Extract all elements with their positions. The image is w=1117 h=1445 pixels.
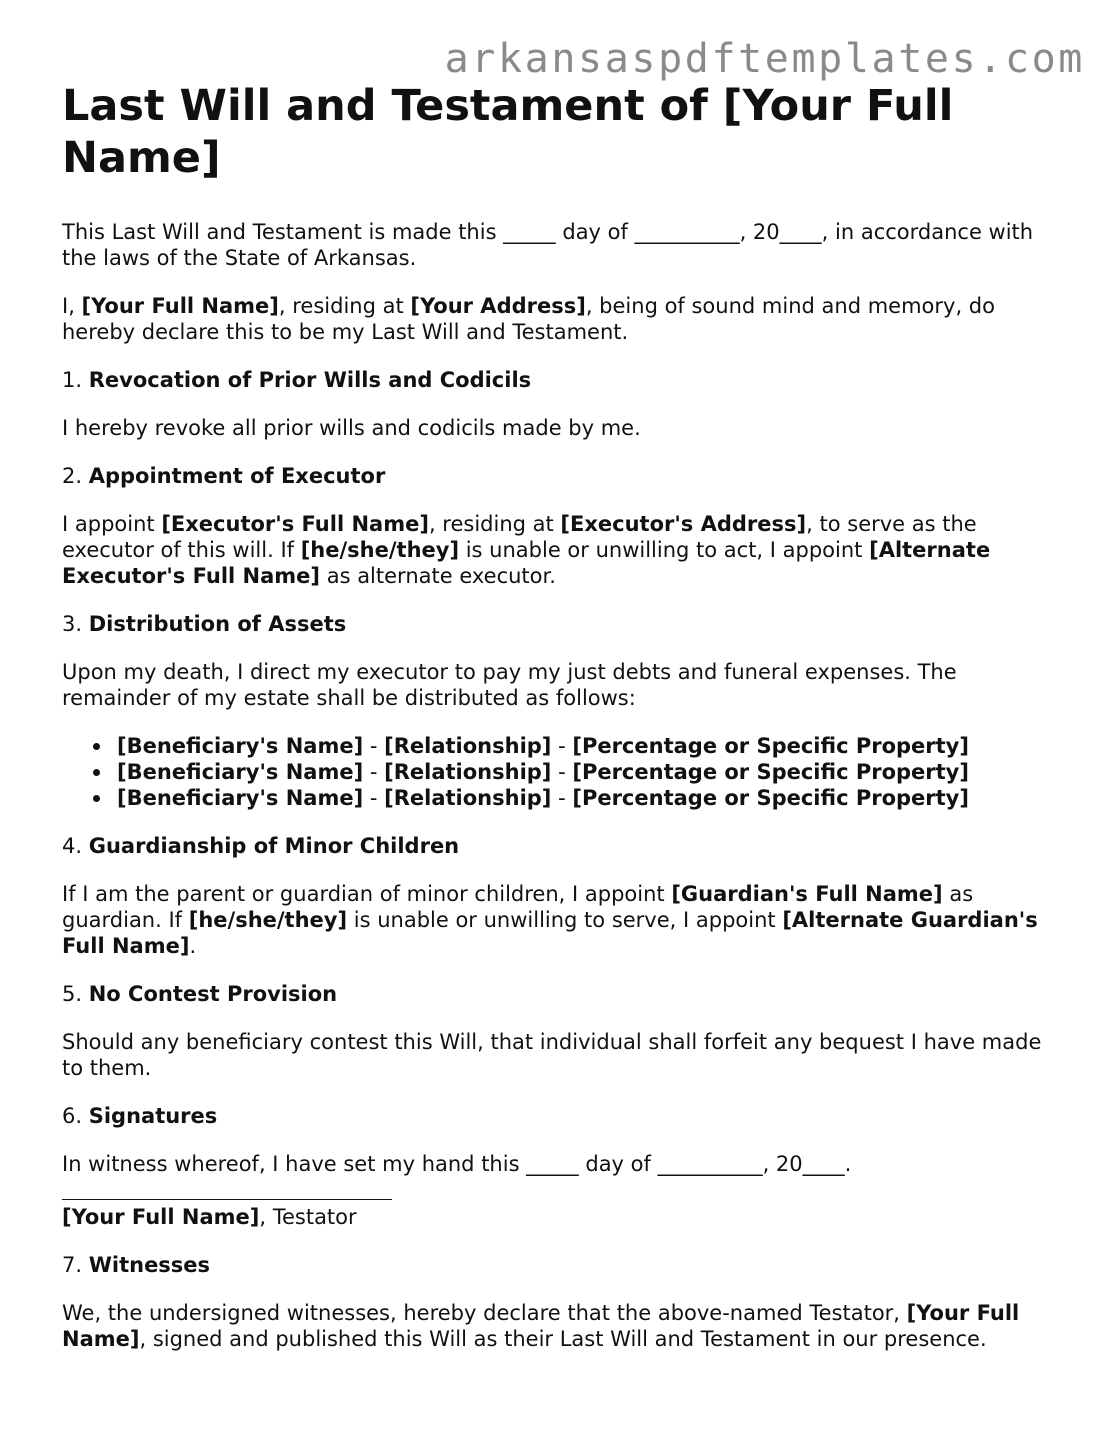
placeholder-alternate-executor: [Alternate Executor's Full Name]: [62, 538, 991, 588]
section-7-heading: 7. Witnesses: [62, 1253, 211, 1277]
placeholder-alternate-guardian: [Alternate Guardian's Full Name]: [62, 908, 1038, 958]
beneficiary-list: [62, 733, 1062, 811]
list-item: [Beneficiary's Name] - [Relationship] - [Percentage or Specific Property]: [117, 785, 1062, 811]
list-item: [Beneficiary's Name] - [Relationship] - [Percentage or Specific Property]: [117, 759, 1062, 785]
placeholder-executor-name: [Executor's Full Name]: [161, 512, 429, 536]
section-1-text: I hereby revoke all prior wills and codicils made by me.: [62, 416, 641, 440]
placeholder-executor-address: [Executor's Address]: [560, 512, 807, 536]
document-page: [62, 80, 1062, 1352]
section-6-text: In witness whereof, I have set my hand this _____ day of __________, 20____.: [62, 1152, 852, 1176]
placeholder-your-name: [Your Full Name]: [62, 1301, 1020, 1351]
placeholder-pronoun: [he/she/they]: [188, 908, 348, 932]
signature-caption: [Your Full Name], Testator: [62, 1205, 357, 1229]
section-4-text: If I am the parent or guardian of minor children, I appoint [Guardian's Full Name] as guardian. If [he/she/they] is unable or unwilling to serve, I appoint [Alternate Guardian's Full Name].: [62, 882, 1038, 958]
section-5-text: Should any beneficiary contest this Will, that individual shall forfeit any bequest I have made to them.: [62, 1030, 1042, 1080]
watermark: arkansaspdftemplates.com: [444, 36, 1085, 82]
placeholder-pronoun: [he/she/they]: [300, 538, 460, 562]
intro-declaration: I, [Your Full Name], residing at [Your Address], being of sound mind and memory, do hereby declare this to be my Last Will and Testament.: [62, 294, 995, 344]
signature-block: [62, 1199, 1062, 1230]
placeholder-your-address: [Your Address]: [410, 294, 586, 318]
list-item: [Beneficiary's Name] - [Relationship] - [Percentage or Specific Property]: [117, 733, 1062, 759]
section-3-heading: 3. Distribution of Assets: [62, 612, 347, 636]
section-1-heading: 1. Revocation of Prior Wills and Codicils: [62, 368, 532, 392]
section-3-text: Upon my death, I direct my executor to pay my just debts and funeral expenses. The remainder of my estate shall be distributed as follows:: [62, 660, 957, 710]
section-2-heading: 2. Appointment of Executor: [62, 464, 386, 488]
section-4-heading: 4. Guardianship of Minor Children: [62, 834, 460, 858]
document-title: Last Will and Testament of [Your Full Name]: [62, 81, 954, 183]
placeholder-your-name: [Your Full Name]: [62, 1205, 260, 1229]
section-2-text: I appoint [Executor's Full Name], residing at [Executor's Address], to serve as the executor of this will. If [he/she/they] is unable or unwilling to act, I appoint [Alternate Executor's Full Name] as alternate executor.: [62, 512, 991, 588]
signature-line: [62, 1199, 392, 1200]
placeholder-guardian-name: [Guardian's Full Name]: [671, 882, 943, 906]
section-6-heading: 6. Signatures: [62, 1104, 218, 1128]
intro-made-this: This Last Will and Testament is made this _____ day of __________, 20____, in accordance with the laws of the State of Arkansas.: [62, 220, 1034, 270]
section-5-heading: 5. No Contest Provision: [62, 982, 338, 1006]
placeholder-your-name: [Your Full Name]: [81, 294, 279, 318]
section-7-text: We, the undersigned witnesses, hereby declare that the above-named Testator, [Your Full Name], signed and published this Will as their Last Will and Testament in our presence.: [62, 1301, 1020, 1351]
